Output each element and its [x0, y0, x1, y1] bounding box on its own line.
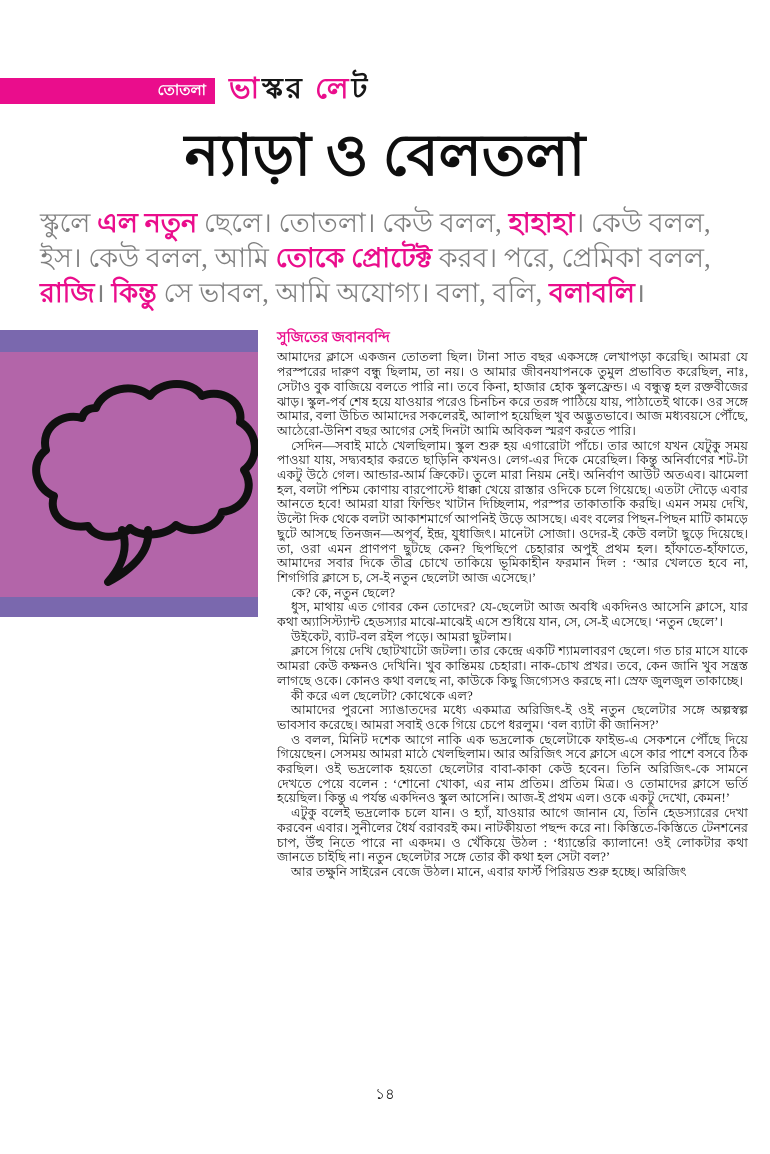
body-paragraph: কী করে এল ছেলেটা? কোথেকে এল? [291, 688, 473, 703]
intro-highlight: হাহাহা [508, 208, 575, 238]
intro-text: করব। পরে, প্রেমিকা বলল, [431, 243, 711, 273]
intro-highlight: এল নতুন [97, 208, 198, 238]
author-name-segment: ট [351, 73, 371, 105]
intro-paragraph [40, 206, 746, 311]
author-name [229, 66, 370, 115]
body-paragraph: আর তক্ষুনি সাইরেন বেজে উঠল। মানে, এবার ফার্স্ট পিরিয়ড শুরু হচ্ছে। অরিজিৎ [291, 865, 687, 879]
body-paragraph: ধুস, মাথায় এত গোবর কেন তোদের? যে-ছেলেটা আজ অবধি একদিনও আসেনি ক্লাসে, যার কথা অ্যাসিস্ট্যান্ট হেডস্যার মাঝে-মাঝেই এসে শুধিয়ে যান, সে, সে-ই এসেছে। ‘নতুন ছেলে’। [277, 600, 748, 630]
intro-highlight: বলাবলি [549, 278, 635, 308]
intro-text: । কেউ বলল, [574, 208, 711, 238]
intro-highlight: তোকে প্রোটেক্ট [275, 243, 432, 273]
intro-text: স্কুলে [40, 208, 98, 238]
body-paragraph: ক্লাসে গিয়ে দেখি ছোটখাটো জটলা। তার কেন্দ্রে একটি শ্যামলাবরণ ছেলে। গত চার মাসে যাকে আমরা কেউ কক্ষনও দেখিনি। খুব কান্তিময় চেহারা। নাক-চোখ প্রখর। তবে, কেন জানি খুব সন্ত্রস্ত লাগছে ওকে। কোনও কথা বলছে না, কাউকে কিছু জিগ্যেসও করছে না। স্রেফ জুলজুল তাকাচ্ছে। [277, 644, 748, 688]
intro-text: সে ভাবল, আমি অযোগ্য। বলা, বলি, [156, 278, 550, 308]
page-number: ১৪ [375, 1087, 395, 1103]
kicker-label: তোতলা [157, 82, 206, 99]
illustration-bottom-band [0, 597, 258, 617]
illustration-top-band [0, 330, 258, 352]
main-content [0, 330, 748, 880]
intro-text: । [94, 278, 112, 308]
intro-highlight: রাজি [40, 278, 95, 308]
body-paragraph: উইকেট, ব্যাট-বল রইল পড়ে। আমরা ছুটলাম। [291, 629, 512, 644]
author-name-segment: স্কর [262, 73, 316, 105]
speech-bubble-illustration [0, 330, 258, 617]
intro-text: ছেলে। তোতলা। কেউ বলল, [197, 208, 509, 238]
intro-line [40, 241, 746, 276]
body-paragraph: কে? কে, নতুন ছেলে? [291, 585, 396, 600]
body-paragraph: আমাদের পুরনো স্যাঙাতদের মধ্যে একমাত্র অরিজিৎ-ই ওই নতুন ছেলেটার সঙ্গে অল্পস্বল্প ভাবসাব করেছে। আমরা সবাই ওকে গিয়ে চেপে ধরলুম। ‘বল ব্যাটা কী জানিস?’ [277, 703, 748, 732]
kicker-bar [0, 78, 215, 104]
body-text [277, 350, 748, 879]
intro-line [40, 276, 746, 311]
body-paragraph: এটুকু বলেই ভদ্রলোক চলে যান। ও হ্যাঁ, যাওয়ার আগে জানান যে, তিনি হেডস্যারের দেখা করবেন এবার। সুনীলের ধৈর্য বরাবরই কম। নাটকীয়তা পছন্দ করে না। কিস্তিতে-কিস্তিতে টেনশনের চাপ, উঁহু নিতে পারে না একদম। ও খেঁকিয়ে উঠল : ‘ধ্যান্তেরি ক্যালানে! ওই লোকটার কথা জানতে চাইছি না। নতুন ছেলেটার সঙ্গে তোর কী কথা হল সেটা বল?’ [277, 806, 748, 865]
article-title: ন্যাড়া ও বেলতলা [184, 123, 586, 188]
section-heading: সুজিতের জবানবন্দি [277, 330, 390, 346]
intro-line [40, 206, 746, 241]
body-paragraph: আমাদের ক্লাসে একজন তোতলা ছিল। টানা সাত বছর একসঙ্গে লেখাপড়া করেছি। আমরা যে পরস্পরের দারুণ বন্ধু ছিলাম, তা নয়। ও আমার জীবনযাপনকে তুমুল প্রভাবিত করেছিল, নাঃ, সেটাও বুক বাজিয়ে বলতে পারি না। তবে কিনা, হাজার হোক স্কুলফ্রেন্ড। এ বন্ধুত্ব হল রক্তবীজের ঝাড়। স্কুল-পর্ব শেষ হয়ে যাওয়ার পরেও চিনচিন করে তরঙ্গ পাঠিয়ে যায়, পাঠাতেই থাকে। ওর সঙ্গে আমার, বলা উচিত আমাদের সকলেরই, আলাপ হয়েছিল খুব অদ্ভুতভাবে। আজ মধ্যবয়সে পৌঁছে, আঠেরো-উনিশ বছর আগের সেই দিনটা আমি অবিকল স্মরণ করতে পারি। [277, 350, 748, 438]
intro-text: । [634, 278, 646, 308]
author-name-segment: লে [315, 73, 352, 105]
author-name-segment: ভা [229, 73, 263, 105]
intro-highlight: কিন্তু [111, 278, 157, 308]
body-column [277, 330, 748, 880]
body-paragraph: সেদিন—সবাই মাঠে খেলছিলাম। স্কুল শুরু হয় এগারোটা পাঁচে। তার আগে যখন যেটুকু সময় পাওয়া যায়, সদ্ব্যবহার করতে ছাড়িনি কখনও। লেগ-এর দিকে মেরেছিল। কিন্তু অনির্বাণের শট-টা একটু উঠে গেল। আন্ডার-আর্ম ক্রিকেট। তুলে মারা নিয়ম নেই। অনির্বাণ আউট অতএব। ঝামেলা হল, বলটা পশ্চিম কোণায় বারপোস্টে ধাক্কা খেয়ে রাস্তার ওদিকে চলে গিয়েছে। এতটা দৌড়ে এবার আনতে হবে! আমরা যারা ফিল্ডিং খাটান দিচ্ছিলাম, পরস্পর তাকাতাকি করছি। এমন সময় দেখি, উল্টো দিক থেকে বলটা আকাশমার্গে আপনিই উড়ে আসছে। এবং বলের পিছন-পিছন মাটি কামড়ে ছুটে আসছে তিনজন—অপূর্ব, ইন্দ্র, যুধাজিৎ। মানেটা সোজা। ওদের-ই কেউ বলটা ছুড়ে দিয়েছে। তা, ওরা এমন প্রাণপণ ছুটছে কেন? ছিপছিপে চেহারার অপুই প্রথম হল। হাঁফাতে-হাঁফাতে, আমাদের সবার দিকে তীব্র চোখে তাকিয়ে ভূমিকাহীন ফরমান দিল : ‘আর খেলতে হবে না, শিগগিরি ক্লাসে চ, সে-ই নতুন ছেলেটা আজ এসেছে।’ [277, 438, 748, 585]
body-paragraph: ও বলল, মিনিট দশেক আগে নাকি এক ভদ্রলোক ছেলেটাকে ফাইভ-এ সেকশনে পৌঁছে দিয়ে গিয়েছেন। সেসময় আমরা মাঠে খেলছিলাম। আর অরিজিৎ সবে ক্লাসে এসে কার পাশে বসবে ঠিক করছিল। ওই ভদ্রলোক হয়তো ছেলেটার বাবা-কাকা কেউ হবেন। তিনি অরিজিৎ-কে সামনে দেখতে পেয়ে বলেন : ‘শোনো খোকা, এর নাম প্রতিম। প্রতিম মিত্র। ও তোমাদের ক্লাসে ভর্তি হয়েছিল। কিন্তু এ পর্যন্ত একদিনও স্কুল আসেনি। আজ-ই প্রথম এল। ওকে একটু দেখো, কেমন!’ [277, 732, 748, 806]
intro-text: ইস। কেউ বলল, আমি [40, 243, 276, 273]
